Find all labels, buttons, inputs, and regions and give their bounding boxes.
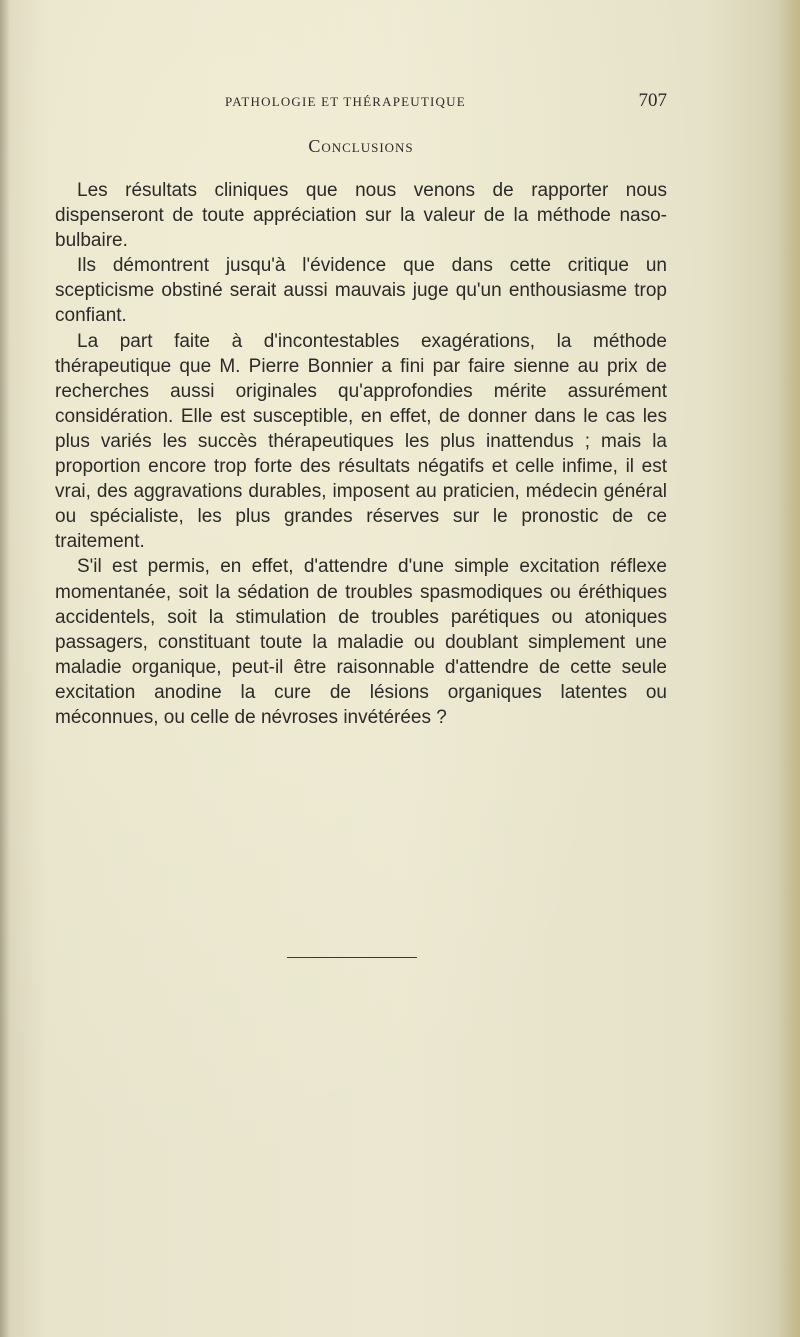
body-text (55, 178, 667, 730)
end-rule (287, 957, 417, 958)
page-number: 707 (638, 90, 667, 111)
gutter-shadow (0, 0, 10, 1337)
paragraph: La part faite à d'incontestables exagérations, la méthode thérapeutique que M. Pierre Bonnier a fini par faire sienne au prix de recherches aussi originales qu'approfondies mérite assurément considération. Elle est susceptible, en effet, de donner dans le cas les plus variés les succès thérapeutiques les plus inattendus ; mais la proportion encore trop forte des résultats négatifs et celle infime, il est vrai, des aggravations durables, imposent au praticien, médecin général ou spécialiste, les plus grandes réserves sur le pronostic de ce traitement. (55, 330, 667, 553)
paragraph: S'il est permis, en effet, d'attendre d'une simple excitation réflexe momentanée, soit la sédation de troubles spasmodiques ou éréthiques accidentels, soit la stimulation de troubles parétiques ou atoniques passagers, constituant toute la maladie ou doublant simplement une maladie organique, peut-il être raisonnable d'attendre de cette seule excitation anodine la cure de lésions organiques latentes ou méconnues, ou celle de névroses invétérées ? (55, 556, 667, 728)
page-edge (778, 0, 800, 1337)
section-title: Conclusions (308, 136, 414, 156)
paragraph: Les résultats cliniques que nous venons de rapporter nous dispenseront de toute appréciation sur la valeur de la méthode naso-bulbaire. (55, 180, 667, 252)
running-title: PATHOLOGIE ET THÉRAPEUTIQUE (225, 94, 466, 109)
running-head (55, 90, 667, 114)
paragraph: Ils démontrent jusqu'à l'évidence que dans cette critique un scepticisme obstiné serait aussi mauvais juge qu'un enthousiasme trop confiant. (55, 255, 667, 327)
